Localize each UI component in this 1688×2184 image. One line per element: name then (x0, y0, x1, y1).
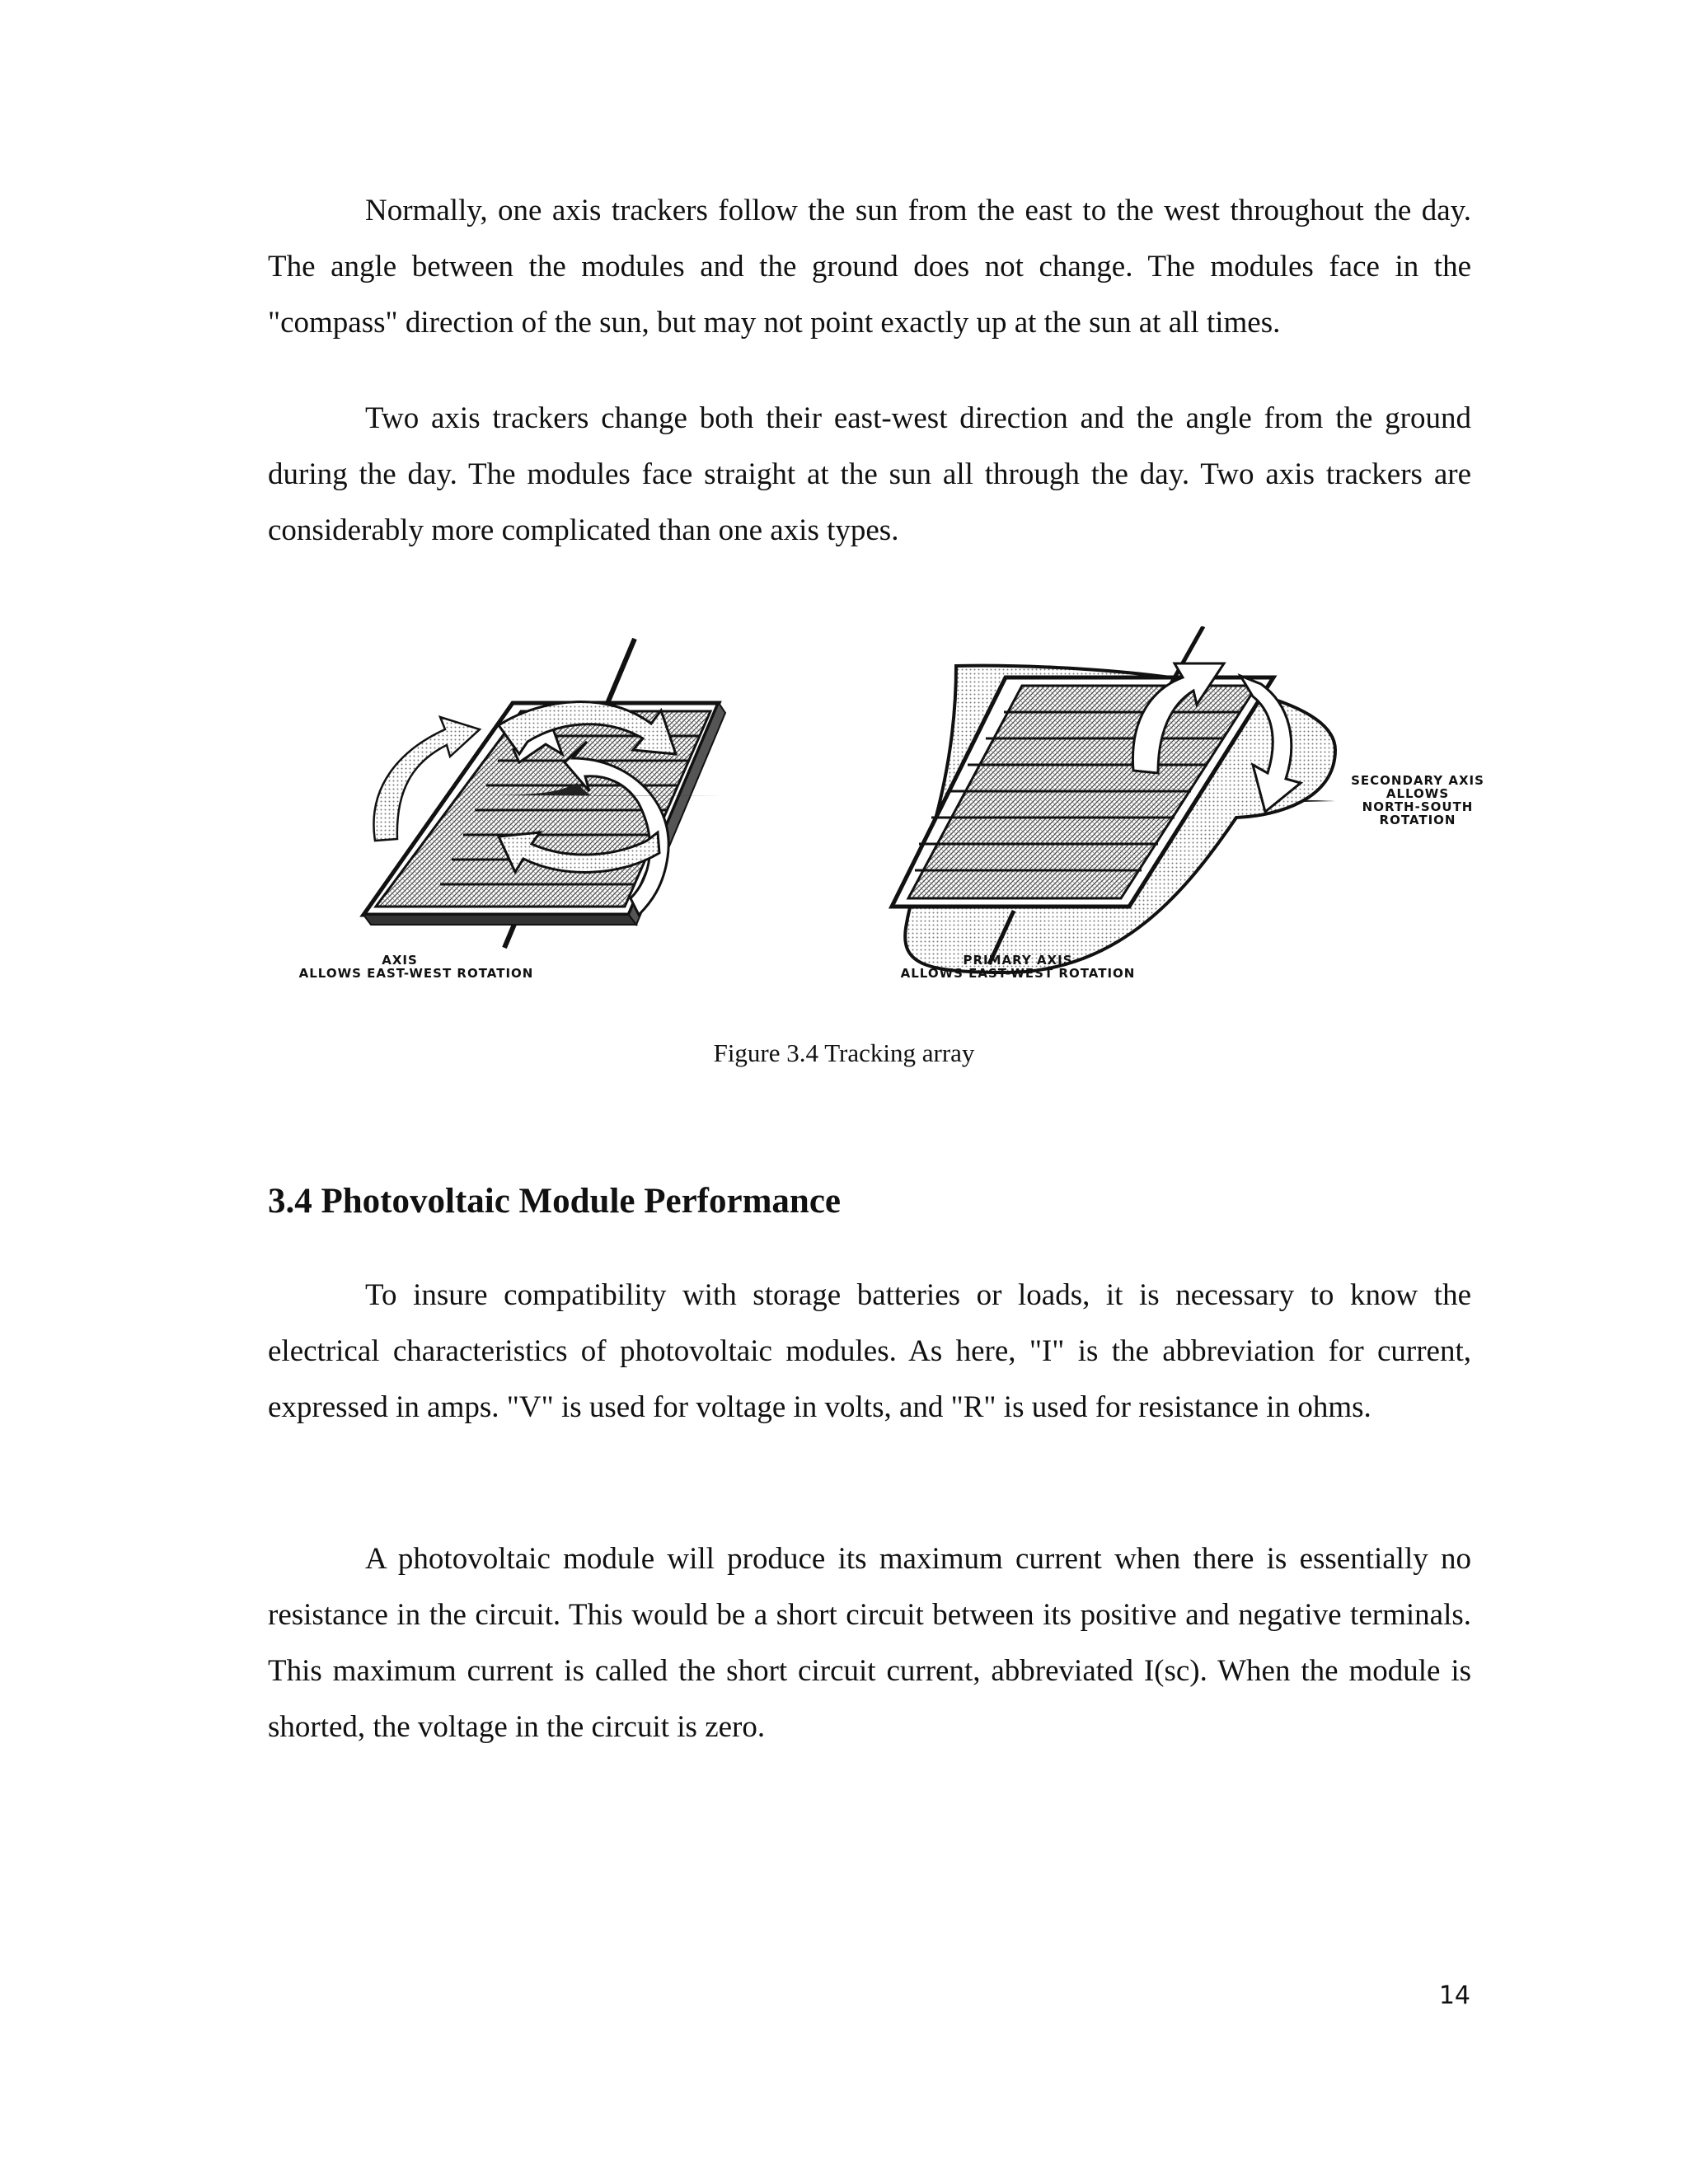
secondary-axis-label-line1: SECONDARY AXIS (1351, 773, 1484, 788)
secondary-axis-label-line4: ROTATION (1379, 813, 1456, 827)
figure-caption: Figure 3.4 Tracking array (713, 1038, 975, 1067)
tracking-array-illustration (264, 626, 1500, 989)
paragraph-short-circuit-current: A photovoltaic module will produce its maximum current when there is essentially no resistance in the circuit. This would be a short circuit between its positive and negative terminals. This maximum current is called the short circuit current, abbreviated I(sc). When the module is shorted, the voltage in the circuit is zero. (268, 1542, 1471, 1744)
tracking-array-figure (264, 626, 1500, 989)
secondary-axis-label-line3: NORTH-SOUTH (1362, 799, 1474, 814)
paragraph-electrical-characteristics: To insure compatibility with storage batteries or loads, it is necessary to know the electrical characteristics of photovoltaic modules. As here, "I" is the abbreviation for current, expressed in amps. "V" is used for voltage in volts, and "R" is used for resistance in ohms. (268, 1278, 1471, 1424)
left-axis-label-line2: ALLOWS EAST-WEST ROTATION (298, 966, 534, 981)
left-axis-label-line1: AXIS (382, 953, 418, 968)
primary-axis-label-line1: PRIMARY AXIS (963, 953, 1073, 968)
paragraph-one-axis-trackers: Normally, one axis trackers follow the sun from the east to the west throughout the day. The angle between the modules and the ground does not change. The modules face in the "compass" direction of the sun, but may not point exactly up at the sun at all times. (268, 194, 1471, 340)
page-number: 14 (1438, 1981, 1470, 2010)
secondary-axis-label-line2: ALLOWS (1386, 786, 1450, 801)
paragraph-two-axis-trackers: Two axis trackers change both their east-west direction and the angle from the ground during the day. The modules face straight at the sun all through the day. Two axis trackers are considerably more complicated than one axis types. (268, 401, 1471, 547)
primary-axis-label-line2: ALLOWS EAST-WEST ROTATION (900, 966, 1136, 981)
section-heading: 3.4 Photovoltaic Module Performance (268, 1182, 841, 1221)
